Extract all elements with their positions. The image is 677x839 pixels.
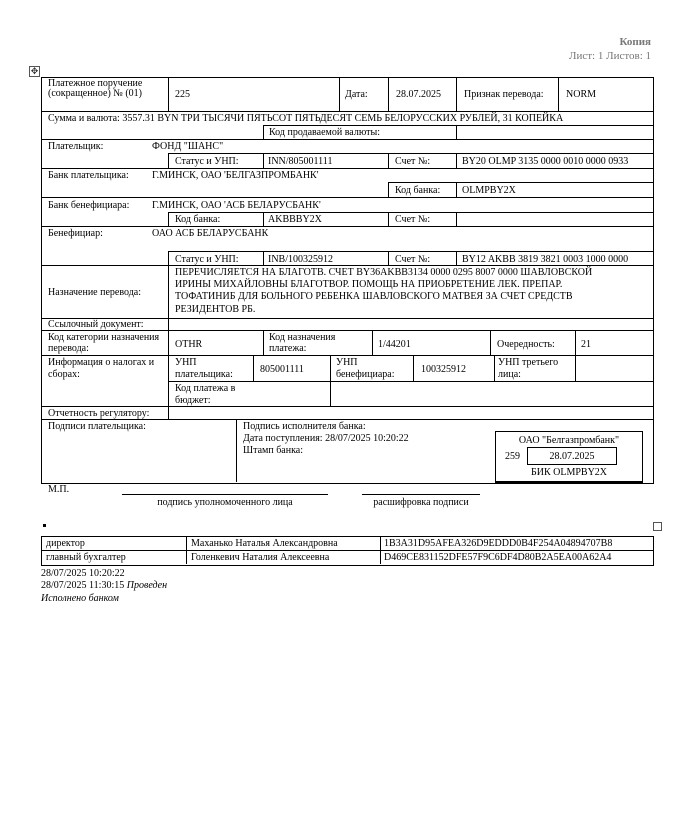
- signer-name: Маханько Наталья Александровна: [191, 538, 338, 549]
- stamp-bank-name: ОАО "Белгазпромбанк": [518, 435, 620, 446]
- third-unp-label: УНП третьего лица:: [498, 357, 559, 380]
- regulator-label: Отчетность регулятору:: [48, 408, 150, 419]
- purpose-line: РЕЗИДЕНТОВ РБ.: [175, 304, 256, 315]
- payer-label: Плательщик:: [48, 141, 104, 152]
- timestamp-2-value: 28/07/2025 11:30:15: [41, 580, 125, 591]
- purpose-line: ИРИНЫ МИХАЙЛОВНЫ БЛАГОТВОР. ПОМОЩЬ НА ПРИОБРЕТЕНИЕ ЛЕК. ПРЕПАР.: [175, 279, 563, 290]
- benef-status-label: Статус и УНП:: [175, 254, 239, 265]
- purpose-label: Назначение перевода:: [48, 287, 142, 298]
- benef-bank: Г.МИНСК, ОАО 'АСБ БЕЛАРУСБАНК': [152, 200, 321, 211]
- copy-label: Копия: [619, 36, 651, 48]
- payer-status-label: Статус и УНП:: [175, 156, 239, 167]
- sheet-count: Лист: 1 Листов: 1: [569, 50, 651, 62]
- benef-bank-account-label: Счет №:: [395, 214, 431, 225]
- priority-value: 21: [581, 339, 591, 350]
- purpose-line: ТОФАТИНИБ ДЛЯ БОЛЬНОГО РЕБЕНКА ШАВЛОВСКОГО МАТВЕЯ ЗА СЧЕТ СРЕДСТВ: [175, 291, 573, 302]
- stamp-date: 28.07.2025: [549, 451, 595, 462]
- amount-line: Сумма и валюта: 3557.31 BYN ТРИ ТЫСЯЧИ ПЯТЬСОТ ПЯТЬДЕСЯТ СЕМЬ БЕЛОРУССКИХ РУБЛЕЙ, 31 КОПЕЙКА: [48, 113, 564, 124]
- bullet-marker: [43, 524, 46, 527]
- status-posted: Проведен: [126, 580, 168, 591]
- signer-name: Голенкевич Наталия Алексеевна: [191, 552, 330, 563]
- payer-unp: INN/805001111: [268, 156, 333, 167]
- category-value: OTHR: [175, 339, 203, 350]
- date-label: Дата:: [345, 89, 368, 100]
- executed-by-bank: Исполнено банком: [41, 593, 119, 604]
- beneficiary-label: Бенефициар:: [48, 228, 103, 239]
- stamp-label: Штамп банка:: [243, 445, 303, 456]
- payer-unp-label: УНП плательщика:: [175, 357, 233, 380]
- form-title: Платежное поручение (сокращенное) № (01): [48, 78, 143, 99]
- category-label: Код категории назначения перевода:: [48, 332, 160, 354]
- priority-label: Очередность:: [497, 339, 555, 350]
- sold-currency-label: Код продаваемой валюты:: [269, 127, 381, 138]
- move-handle-icon[interactable]: ✥: [30, 66, 39, 76]
- stamp-number: 259: [505, 451, 520, 462]
- signer-role: директор: [46, 538, 85, 549]
- timestamp-1: 28/07/2025 10:20:22: [41, 568, 125, 579]
- order-date: 28.07.2025: [396, 89, 441, 100]
- mp-label: М.П.: [48, 484, 70, 495]
- signer-hash: D469CE831152DFE57F9C6DF4D80B2A5EA00A62A4: [384, 552, 612, 563]
- decode-caption: расшифровка подписи: [373, 497, 469, 508]
- benef-unp-value: 100325912: [421, 364, 466, 375]
- bank-sign-label: Подпись исполнителя банка:: [243, 421, 366, 432]
- beneficiary-name: ОАО АСБ БЕЛАРУСБАНК: [152, 228, 269, 239]
- sign-caption: подпись уполномоченного лица: [157, 497, 293, 508]
- order-number: 225: [175, 89, 190, 100]
- purpose-code-label: Код назначения платежа:: [269, 332, 336, 354]
- benef-unp: INB/100325912: [268, 254, 333, 265]
- benef-unp-label: УНП бенефициара:: [336, 357, 395, 380]
- tax-info-label: Информация о налогах и сборах:: [48, 357, 155, 380]
- received-date: Дата поступления: 28/07/2025 10:20:22: [243, 433, 409, 444]
- signer-hash: 1B3A31D95AFEA326D9EDDD0B4F254A04894707B8: [384, 538, 613, 549]
- transfer-sign: NORM: [566, 89, 597, 100]
- signer-role: главный бухгалтер: [46, 552, 126, 563]
- payer-bank-code-label: Код банка:: [395, 185, 441, 196]
- benef-bank-code: AKBBBY2X: [268, 214, 322, 225]
- benef-account-label: Счет №:: [395, 254, 431, 265]
- payer-name: ФОНД "ШАНС": [152, 141, 224, 152]
- benef-bank-code-label: Код банка:: [175, 214, 221, 225]
- transfer-sign-label: Признак перевода:: [464, 89, 544, 100]
- benef-account: BY12 AKBB 3819 3821 0003 1000 0000: [462, 254, 629, 265]
- purpose-code: 1/44201: [378, 339, 411, 350]
- payer-unp-value: 805001111: [260, 364, 304, 375]
- timestamp-2: [41, 580, 167, 591]
- ref-doc-label: Ссылочный документ:: [48, 319, 144, 330]
- payer-bank-label: Банк плательщика:: [48, 170, 129, 181]
- payer-sign-label: Подписи плательщика:: [48, 421, 146, 432]
- stamp-bic: БИК OLMPBY2X: [530, 467, 608, 478]
- budget-code-label: Код платежа в бюджет:: [175, 383, 236, 406]
- benef-bank-label: Банк бенефициара:: [48, 200, 130, 211]
- purpose-line: ПЕРЕЧИСЛЯЕТСЯ НА БЛАГОТВ. СЧЕТ BY36AKBB3134 0000 0295 8007 0000 ШАВЛОВСКОЙ: [175, 267, 593, 278]
- resize-handle-icon[interactable]: [653, 522, 662, 531]
- payer-bank: Г.МИНСК, ОАО 'БЕЛГАЗПРОМБАНК': [152, 170, 319, 181]
- payer-account-label: Счет №:: [395, 156, 431, 167]
- payer-account: BY20 OLMP 3135 0000 0010 0000 0933: [462, 156, 629, 167]
- payer-bank-code: OLMPBY2X: [462, 185, 516, 196]
